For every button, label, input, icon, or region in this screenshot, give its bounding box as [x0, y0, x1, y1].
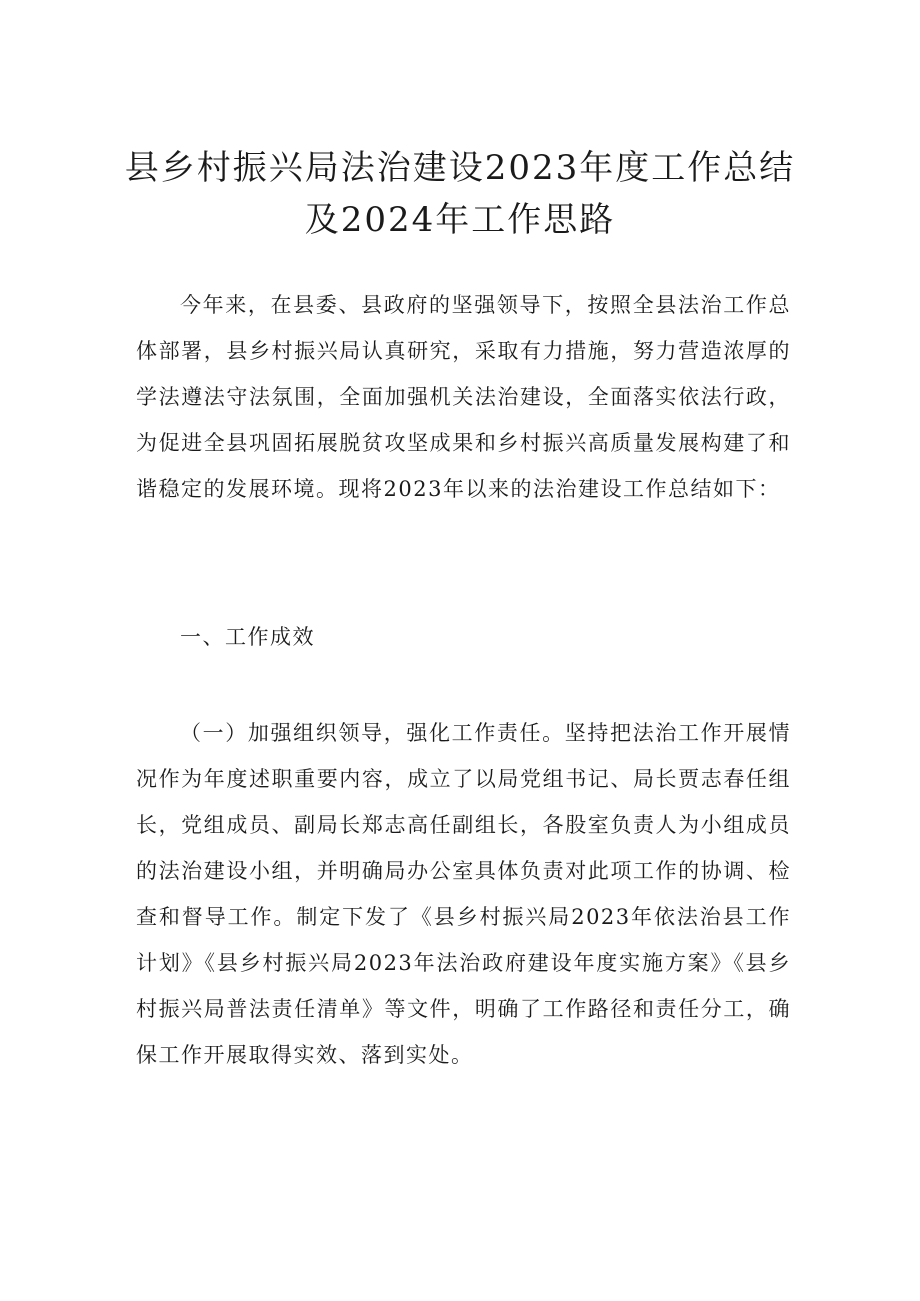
- section-heading-work-results: 一、工作成效: [180, 625, 315, 649]
- document-title-line-1: 县乡村振兴局法治建设2023年度工作总结: [124, 148, 796, 188]
- intro-paragraph: 今年来，在县委、县政府的坚强领导下，按照全县法治工作总体部署，县乡村振兴局认真研究，采取有力措施，努力营造浓厚的学法遵法守法氛围，全面加强机关法治建设，全面落实依法行政，为促进全县巩固拓展脱贫攻坚成果和乡村振兴高质量发展构建了和谐稳定的发展环境。现将2023年以来的法治建设工作总结如下：: [136, 293, 791, 501]
- document-title-line-2: 及2024年工作思路: [304, 200, 616, 240]
- subsection-paragraph-organization: （一）加强组织领导，强化工作责任。坚持把法治工作开展情况作为年度述职重要内容，成立了以局党组书记、局长贾志春任组长，党组成员、副局长郑志高任副组长，各股室负责人为小组成员的法治建设小组，并明确局办公室具体负责对此项工作的协调、检查和督导工作。制定下发了《县乡村振兴局2023年依法治县工作计划》《县乡村振兴局2023年法治政府建设年度实施方案》《县乡村振兴局普法责任清单》等文件，明确了工作路径和责任分工，确保工作开展取得实效、落到实处。: [136, 721, 791, 1067]
